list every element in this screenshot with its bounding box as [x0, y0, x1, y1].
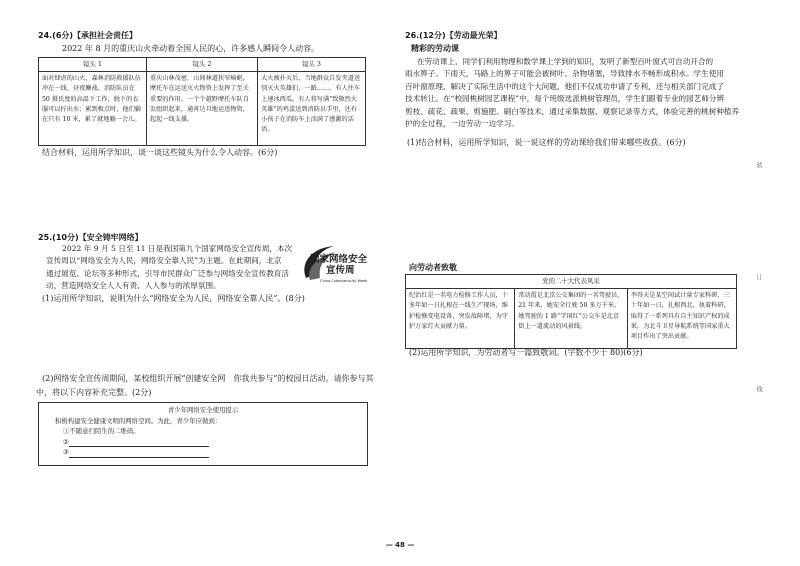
logo-main-line-2: 宣传周 — [326, 265, 355, 276]
footer-dash-left-icon: — — [385, 541, 393, 549]
cybersecurity-week-logo — [296, 240, 372, 292]
q24-header-1: 镜头 1 — [39, 58, 147, 72]
q25-tips-item-2-label: ② — [63, 437, 69, 446]
q25-tips-title: 青少年网络安全使用提示 — [167, 406, 239, 414]
q26-material — [405, 56, 750, 130]
side-mark-1: 装 — [755, 162, 762, 168]
q26-salute-cell-3: 李得天是某空间试计量专家科研，三十年如一日，扎根西北，执着科研，取得了一系列具有自主知识产权的成果，为北斗卫星导航系统等国家重大项目作出了突出贡献。 — [627, 289, 736, 349]
logo-subtitle: China Cybersecurity Week — [320, 279, 368, 283]
q26-line-5: 剪枝、疏花、疏果、剪施肥、刷白等技术，通过采集数据、观察记录等方式，体验完善的桃树种植养 — [405, 106, 740, 116]
q26-salute-table-title: 党的二十大代表风采 — [406, 275, 737, 289]
q25-answer-blank-3[interactable] — [69, 449, 209, 458]
q25-line-1: 2022 年 9 月 5 日至 11 日是我国第九个国家网络安全宣传周，本次 — [62, 244, 293, 253]
q26-salute-table — [405, 274, 737, 349]
footer-dash-right-icon: — — [407, 541, 415, 549]
q25-title: 25.(10分)【安全铸牢网络】 — [38, 233, 143, 242]
q25-line-3: 通过展览、论坛等多种形式，引导市民群众广泛参与网络安全宣传教育活 — [46, 268, 289, 278]
q25-tips-item-1: ①不随意扫陌生的二维码。 — [63, 427, 140, 435]
q24-title: 24.(6分)【承担社会责任】 — [38, 31, 138, 40]
q26-line-4: 技术转让。在“校园桃树园艺课程”中，每个班级选派桃树管理员，学生们跟着专业的园艺师分辨 — [405, 94, 725, 104]
page-footer — [360, 541, 440, 549]
page-number: 48 — [395, 541, 405, 549]
q24-header-3: 镜头 3 — [258, 58, 366, 72]
q24-cell-2: 重庆山林茂密，山间林道狭窄崎岖，摩托车在运送灭火物资上发挥了至关重要的作用。一个个越野摩托车队自发组织起来，通宵达旦地运送物资，起起一线支援。 — [146, 72, 257, 146]
q26-salute-cell-2: 常动霞是北京公交集团的一名驾驶员，21 年来，她安全行驶 50 多万千米，她驾驶的 1 路“学国红”公交车是北京街上一道流动的风景线。 — [515, 289, 628, 349]
q25-tips-intro: 积极构建安全健康文明的网络空间。为此，青少年应做到： — [55, 416, 222, 425]
q26-line-1: 在劳动课上，同学们利用物理和数学课上学到的知识，发明了新型百叶窗式可自动开合的 — [417, 57, 714, 66]
q26-salute-cell-1: 纪治红是一名电力检修工作人员，十多年如一日扎根在一线生产现场，维护检修变电设备，突发故障堵，为守护万家灯火贡献力量。 — [406, 289, 515, 349]
q26-salute-title: 向劳动者致敬 — [409, 263, 457, 272]
q26-title: 26.(12分)【劳动最光荣】 — [405, 31, 502, 40]
q26-line-3: 百叶窗原理，解决了实际生活中的这个大问题，他们不仅成功申请了专利，还与相关部门完成了 — [405, 81, 724, 91]
q25-tips-box — [38, 402, 368, 466]
q25-line-2: 宣传周以“网络安全为人民，网络安全靠人民”为主题。在此期间，北京 — [46, 256, 282, 266]
logo-main-line-1: 国家网络安全 — [310, 254, 368, 265]
q26-line-6: 护的全过程，一边劳动一边学习。 — [405, 119, 519, 129]
q24-question: 结合材料，运用所学知识，谈一谈这些镜头为什么令人动容。(6分) — [42, 148, 278, 157]
q25-answer-blank-2[interactable] — [69, 438, 209, 447]
q25-tips-item-3-label: ③ — [63, 448, 69, 456]
q24-table — [38, 57, 366, 146]
q24-cell-1: 面对肆虐的山火，森林消防救援队伍冲在一线、昼夜鏖战。消防队员在 50 摄氏度的高温下工作，脱下的衣服可以拧出水；累到极点时，他们躺在只有 10 米，累了就地躺一会儿。 — [39, 72, 147, 146]
q25-sub2-line-2: 中，将以下内容补充完整。(2分) — [36, 388, 152, 397]
q25-sub2-line-1: (2)网络安全宣传周期间，某校组织开展“创建安全网 你我共参与”的校园日活动。请你参与其 — [42, 374, 374, 383]
q26-line-2: 雨水箅子。下雨天，马路上的箅子可能会被树叶、杂物堵塞，导致排水不畅形成积水。学生使用 — [405, 69, 724, 79]
q24-header-2: 镜头 2 — [146, 58, 257, 72]
q26-sub1: (1)结合材料，运用所学知识，说一说这样的劳动课给我们带来哪些收获。(6分) — [407, 138, 686, 147]
q26-sub2: (2)运用所学知识，为劳动者写一篇致敬词。(字数不少于 80)(6分) — [409, 348, 643, 357]
q24-cell-3: 大火被扑灭后，当地群众自发夹道送别灭火英雄们，一路……。有人往车上递冰西瓜。有人将写满“致敬烈火英雄”的鸡蛋送到消防员手里，还有小孩子在消防车上涂满了感激的话语。 — [258, 72, 366, 146]
side-mark-3: 线 — [755, 386, 762, 392]
q24-intro: 2022 年 8 月的重庆山火牵动着全国人民的心，许多感人瞬间令人动容。 — [62, 44, 320, 53]
q25-line-4: 动，营造网络安全人人有责、人人参与的浓厚氛围。 — [46, 281, 221, 291]
q25-tips-item-1-text: 不随意扫陌生的二维码。 — [69, 427, 140, 435]
q26-subtitle: 精彩的劳动课 — [411, 44, 459, 53]
q25-material — [46, 243, 296, 293]
q25-sub1: (1)运用所学知识，说明为什么“网络安全为人民，网络安全靠人民”。(8分) — [42, 294, 305, 303]
q25-tips-item-3 — [39, 447, 367, 458]
side-mark-2: 订 — [755, 274, 762, 280]
q25-tips-item-2 — [39, 437, 367, 448]
